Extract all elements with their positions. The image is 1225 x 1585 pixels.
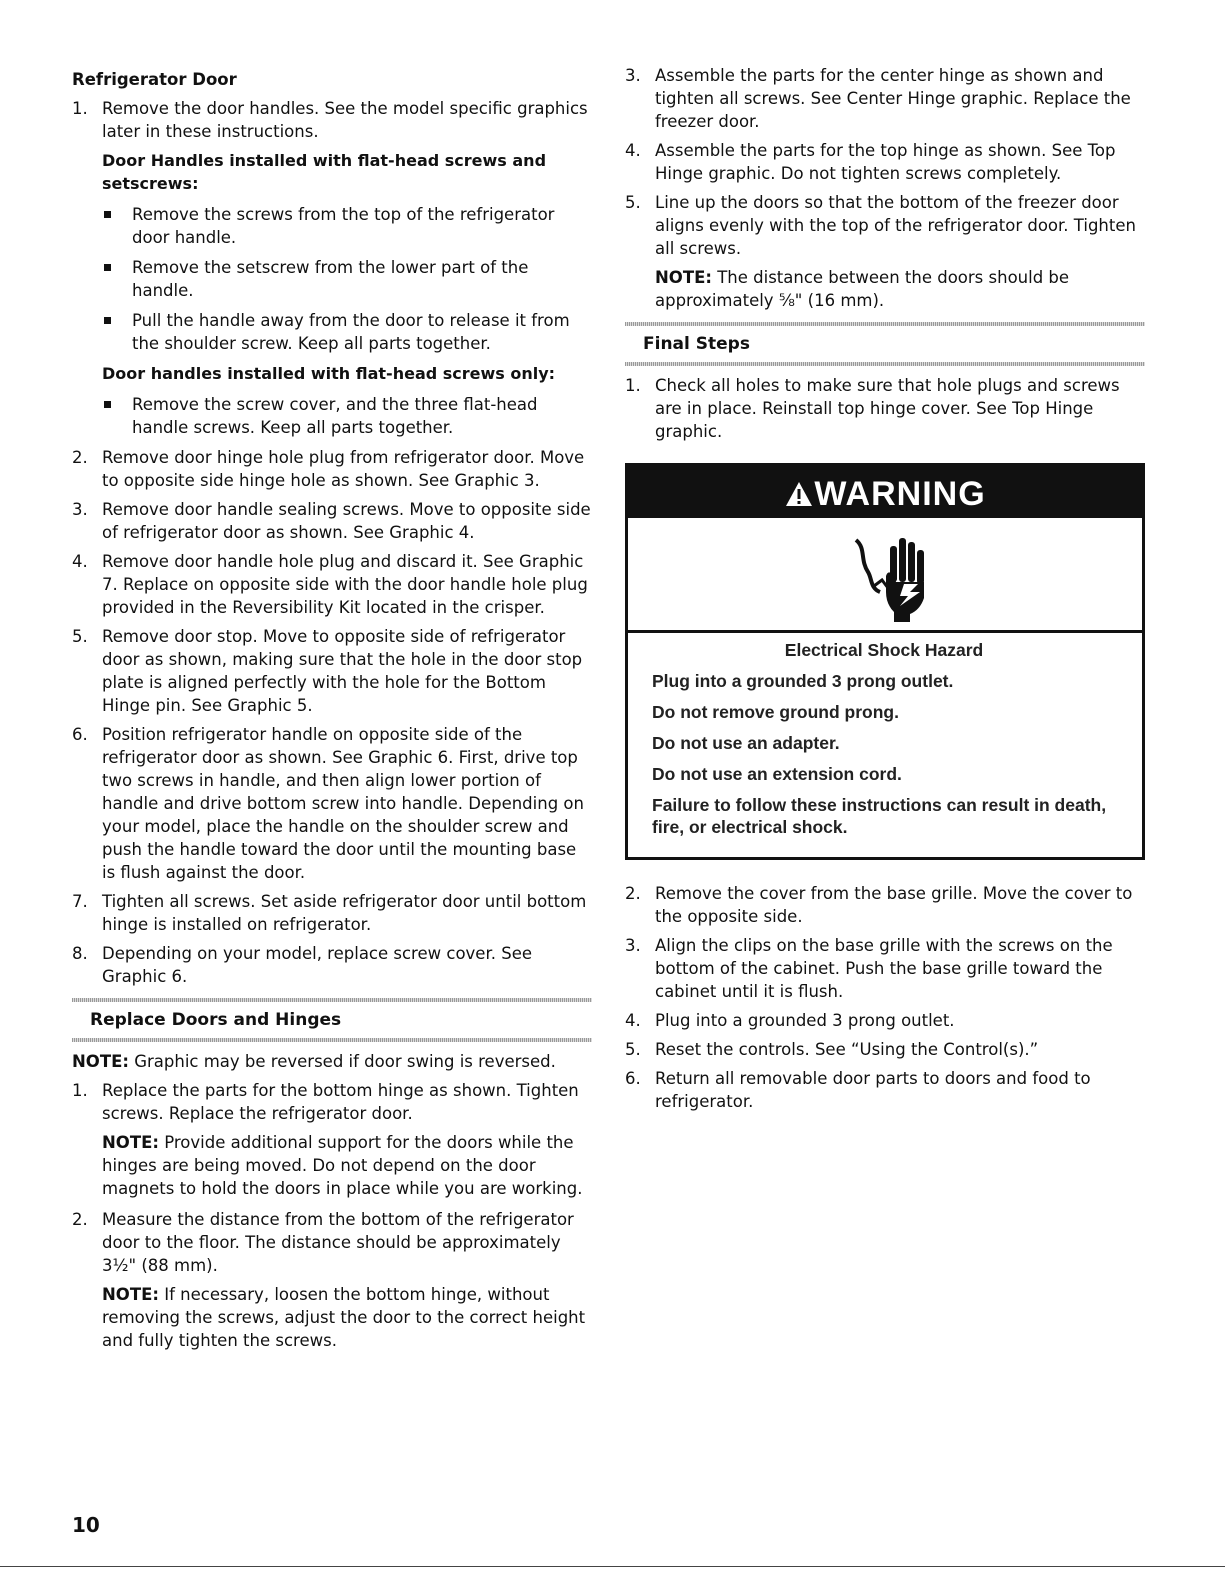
step-text: Line up the doors so that the bottom of the freezer door aligns evenly with the top of the refrigerator door. Tighten all screws. bbox=[655, 193, 1136, 258]
bullet-square-icon bbox=[104, 317, 111, 324]
step-number: 5. bbox=[625, 1040, 641, 1059]
section-title-final-steps: Final Steps bbox=[643, 334, 750, 354]
step-text: Position refrigerator handle on opposite side of the refrigerator door as shown. See Graphic 6. First, drive top two screws in handle, and then align lower portion of handle and drive bottom screw into handle. Depending on your model, place the handle on the shoulder screw and push the handle toward the door until the mounting base is flush against the door. bbox=[102, 725, 584, 882]
bottom-rule bbox=[0, 1566, 1225, 1567]
warning-title: Electrical Shock Hazard bbox=[784, 640, 984, 660]
replace-steps-list bbox=[72, 1079, 592, 1352]
page-number: 10 bbox=[72, 1513, 100, 1537]
final-steps-list bbox=[625, 374, 1145, 443]
warning-icon-area bbox=[628, 518, 1142, 633]
step-number: 1. bbox=[625, 376, 641, 395]
subheading-flat-head-only: Door handles installed with flat-head screws only: bbox=[102, 364, 556, 383]
note bbox=[655, 266, 1145, 312]
final-step-6 bbox=[625, 1067, 1145, 1113]
note bbox=[102, 1131, 592, 1200]
step-text: Align the clips on the base grille with the screws on the bottom of the cabinet. Push the base grille toward the cabinet until it is flush. bbox=[655, 936, 1113, 1001]
replace-step-1 bbox=[72, 1079, 592, 1200]
door-steps-list-continued bbox=[72, 446, 592, 988]
warning-line: Plug into a grounded 3 prong outlet. bbox=[652, 671, 954, 691]
step-number: 7. bbox=[72, 892, 88, 911]
step-number: 5. bbox=[72, 627, 88, 646]
warning-header-text: WARNING bbox=[814, 475, 986, 513]
electrical-shock-hand-icon bbox=[830, 526, 940, 622]
bullet-item bbox=[102, 256, 592, 302]
final-step-1 bbox=[625, 374, 1145, 443]
warning-box bbox=[625, 463, 1145, 860]
step-text: Assemble the parts for the center hinge as shown and tighten all screws. See Center Hinge graphic. Replace the freezer door. bbox=[655, 66, 1131, 131]
final-step-5 bbox=[625, 1038, 1145, 1061]
step-text: Remove door handle hole plug and discard it. See Graphic 7. Replace on opposite side with the door handle hole plug provided in the Reversibility Kit located in the crisper. bbox=[102, 552, 588, 617]
right-column bbox=[625, 64, 1145, 1119]
step-6 bbox=[72, 723, 592, 884]
step-text: Check all holes to make sure that hole plugs and screws are in place. Reinstall top hinge cover. See Top Hinge graphic. bbox=[655, 376, 1120, 441]
section-bar-final-steps bbox=[625, 322, 1145, 366]
bullet-list-b bbox=[102, 393, 592, 439]
bullet-square-icon bbox=[104, 211, 111, 218]
note-graphic-reversed bbox=[72, 1050, 592, 1073]
bullet-item bbox=[102, 393, 592, 439]
final-step-4 bbox=[625, 1009, 1145, 1032]
subheading-flat-head-setscrews: Door Handles installed with flat-head screws and setscrews: bbox=[102, 151, 547, 193]
bullet-text: Pull the handle away from the door to release it from the shoulder screw. Keep all parts together. bbox=[132, 311, 570, 353]
step-number: 1. bbox=[72, 99, 88, 118]
bullet-list-a bbox=[102, 203, 592, 355]
step-number: 2. bbox=[625, 884, 641, 903]
left-column bbox=[72, 64, 592, 1360]
step-text: Depending on your model, replace screw cover. See Graphic 6. bbox=[102, 944, 532, 986]
note-text: If necessary, loosen the bottom hinge, without removing the screws, adjust the door to the correct height and fully tighten the screws. bbox=[102, 1285, 586, 1350]
replace-step-2 bbox=[72, 1208, 592, 1352]
section-bar-replace-doors bbox=[72, 998, 592, 1042]
section-title-refrigerator-door: Refrigerator Door bbox=[72, 70, 237, 89]
step-number: 6. bbox=[72, 725, 88, 744]
final-step-3 bbox=[625, 934, 1145, 1003]
warning-line: Failure to follow these instructions can result in death, fire, or electrical shock. bbox=[652, 795, 1107, 837]
note-label: NOTE: bbox=[655, 268, 712, 287]
replace-step-3 bbox=[625, 64, 1145, 133]
step-text: Remove the door handles. See the model specific graphics later in these instructions. bbox=[102, 99, 588, 141]
step-5 bbox=[72, 625, 592, 717]
step-text: Tighten all screws. Set aside refrigerator door until bottom hinge is installed on refrigerator. bbox=[102, 892, 587, 934]
warning-triangle-icon bbox=[784, 480, 814, 508]
step-number: 6. bbox=[625, 1069, 641, 1088]
note-text: The distance between the doors should be approximately ⅝" (16 mm). bbox=[655, 268, 1070, 310]
section-title-replace-doors: Replace Doors and Hinges bbox=[90, 1010, 342, 1030]
bullet-text: Remove the screw cover, and the three flat-head handle screws. Keep all parts together. bbox=[132, 395, 538, 437]
final-steps-list-continued bbox=[625, 882, 1145, 1113]
step-3 bbox=[72, 498, 592, 544]
replace-step-5 bbox=[625, 191, 1145, 312]
replace-step-4 bbox=[625, 139, 1145, 185]
step-text: Measure the distance from the bottom of the refrigerator door to the floor. The distance should be approximately 3½" (88 mm). bbox=[102, 1210, 574, 1275]
step-number: 4. bbox=[625, 1011, 641, 1030]
step-number: 5. bbox=[625, 193, 641, 212]
step-text: Return all removable door parts to doors and food to refrigerator. bbox=[655, 1069, 1091, 1111]
step-number: 2. bbox=[72, 1210, 88, 1229]
step-number: 3. bbox=[625, 936, 641, 955]
step-number: 4. bbox=[625, 141, 641, 160]
step-8 bbox=[72, 942, 592, 988]
bullet-text: Remove the screws from the top of the refrigerator door handle. bbox=[132, 205, 555, 247]
step-2 bbox=[72, 446, 592, 492]
step-number: 3. bbox=[72, 500, 88, 519]
bullet-text: Remove the setscrew from the lower part of the handle. bbox=[132, 258, 529, 300]
step-number: 8. bbox=[72, 944, 88, 963]
step-text: Reset the controls. See “Using the Control(s).” bbox=[655, 1040, 1039, 1059]
step-number: 4. bbox=[72, 552, 88, 571]
bullet-item bbox=[102, 203, 592, 249]
step-number: 3. bbox=[625, 66, 641, 85]
step-text: Remove door handle sealing screws. Move to opposite side of refrigerator door as shown. See Graphic 4. bbox=[102, 500, 591, 542]
note-label: NOTE: bbox=[102, 1133, 159, 1152]
step-1 bbox=[72, 97, 592, 143]
warning-header bbox=[628, 466, 1142, 518]
door-steps-list bbox=[72, 97, 592, 143]
step-number: 1. bbox=[72, 1081, 88, 1100]
bullet-square-icon bbox=[104, 264, 111, 271]
warning-body bbox=[628, 633, 1142, 857]
bullet-item bbox=[102, 309, 592, 355]
hinge-steps-list bbox=[625, 64, 1145, 312]
step-text: Plug into a grounded 3 prong outlet. bbox=[655, 1011, 955, 1030]
step-7 bbox=[72, 890, 592, 936]
step-text: Assemble the parts for the top hinge as shown. See Top Hinge graphic. Do not tighten screws completely. bbox=[655, 141, 1116, 183]
note-label: NOTE: bbox=[72, 1052, 129, 1071]
step-4 bbox=[72, 550, 592, 619]
final-step-2 bbox=[625, 882, 1145, 928]
note bbox=[102, 1283, 592, 1352]
note-label: NOTE: bbox=[102, 1285, 159, 1304]
note-text: Provide additional support for the doors while the hinges are being moved. Do not depend on the door magnets to hold the doors in place while you are working. bbox=[102, 1133, 583, 1198]
warning-line: Do not use an extension cord. bbox=[652, 764, 902, 784]
warning-line: Do not remove ground prong. bbox=[652, 702, 899, 722]
step-text: Remove door hinge hole plug from refrigerator door. Move to opposite side hinge hole as shown. See Graphic 3. bbox=[102, 448, 585, 490]
step-text: Replace the parts for the bottom hinge as shown. Tighten screws. Replace the refrigerator door. bbox=[102, 1081, 579, 1123]
warning-line: Do not use an adapter. bbox=[652, 733, 840, 753]
step-number: 2. bbox=[72, 448, 88, 467]
note-text: Graphic may be reversed if door swing is reversed. bbox=[134, 1052, 556, 1071]
step-text: Remove door stop. Move to opposite side of refrigerator door as shown, making sure that the hole in the door stop plate is aligned perfectly with the hole for the Bottom Hinge pin. See Graphic 5. bbox=[102, 627, 583, 715]
bullet-square-icon bbox=[104, 401, 111, 408]
step-text: Remove the cover from the base grille. Move the cover to the opposite side. bbox=[655, 884, 1133, 926]
